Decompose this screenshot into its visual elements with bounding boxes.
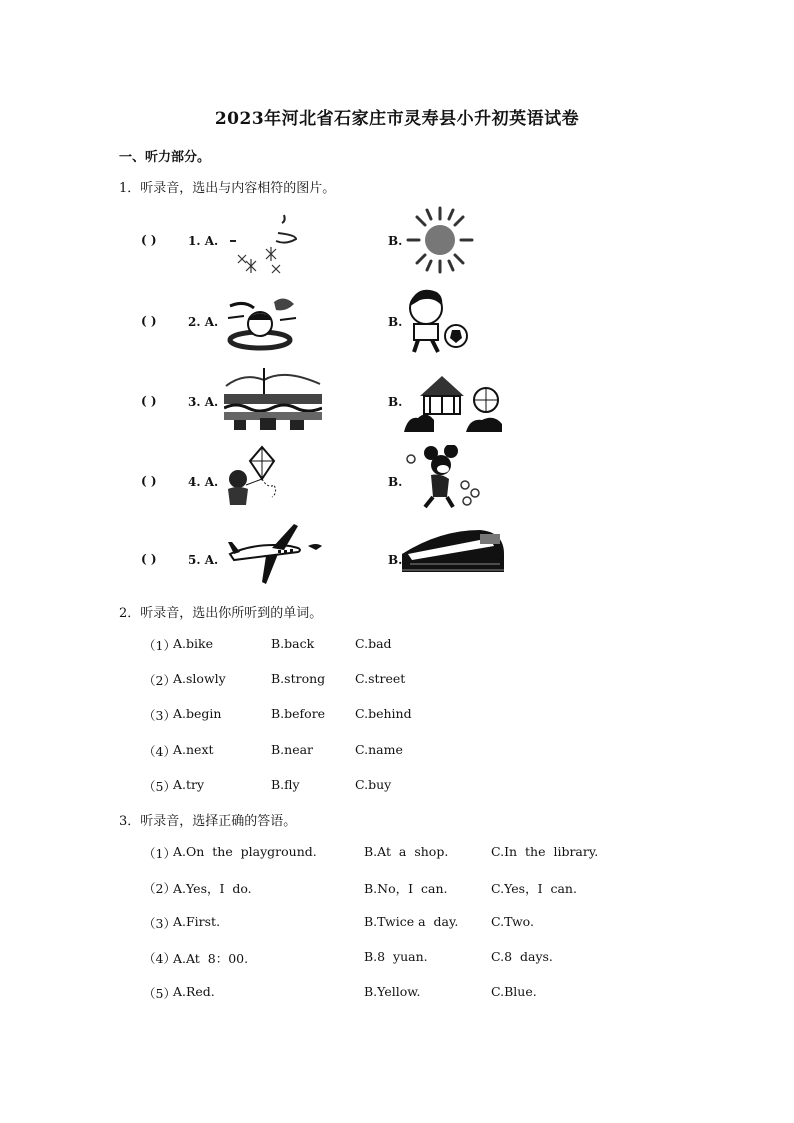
option-c[interactable]: C.In the library. (491, 844, 599, 859)
mickey-mouse-icon (403, 445, 487, 513)
item-number: 3. A. (188, 395, 219, 409)
football-boy-icon (400, 286, 470, 354)
option-a[interactable]: A.begin (173, 706, 222, 721)
option-b[interactable]: B.near (271, 742, 314, 757)
option-a[interactable]: A.First. (173, 914, 221, 929)
word-choice-row (0, 706, 794, 726)
option-a[interactable]: A.try (173, 777, 205, 792)
question-3-heading: 3．听录音，选择正确的答语。 (119, 814, 297, 829)
picture-question-row (0, 286, 794, 356)
answer-blank[interactable]: ( ) (141, 233, 157, 247)
answer-choice-row (0, 949, 794, 969)
option-a[interactable]: A.next (173, 742, 214, 757)
picture-question-row (0, 366, 794, 436)
train-icon (400, 524, 506, 578)
answer-choice-row (0, 984, 794, 1004)
option-c[interactable]: C.street (355, 671, 406, 686)
option-b[interactable]: B.At a shop. (364, 844, 449, 859)
item-number: （1） (143, 846, 176, 861)
item-number: 1. A. (188, 234, 219, 248)
option-c[interactable]: C.behind (355, 706, 412, 721)
option-c[interactable]: C.name (355, 742, 403, 757)
option-b[interactable]: B.Twice a day. (364, 914, 459, 929)
option-c[interactable]: C.bad (355, 636, 392, 651)
option-c[interactable]: C.Two. (491, 914, 534, 929)
option-a[interactable]: A.slowly (173, 671, 226, 686)
question-1-heading: 1．听录音，选出与内容相符的图片。 (119, 181, 336, 196)
option-c[interactable]: C.Yes，I can. (491, 881, 577, 896)
item-number: （5） (143, 986, 176, 1001)
option-b-label: B. (388, 315, 403, 329)
option-b-label: B. (388, 475, 403, 489)
option-b[interactable]: B.strong (271, 671, 326, 686)
item-number: （5） (143, 779, 176, 794)
item-number: （3） (143, 708, 176, 723)
option-b[interactable]: B.8 yuan. (364, 949, 428, 964)
picture-question-row (0, 524, 794, 594)
option-a[interactable]: A.On the playground. (173, 844, 317, 859)
answer-choice-row (0, 844, 794, 864)
word-choice-row (0, 777, 794, 797)
option-c[interactable]: C.buy (355, 777, 392, 792)
answer-choice-row (0, 914, 794, 934)
option-c[interactable]: C.Blue. (491, 984, 537, 999)
option-a[interactable]: A.Red. (173, 984, 215, 999)
answer-choice-row (0, 879, 794, 899)
option-b[interactable]: B.before (271, 706, 326, 721)
picture-question-row (0, 445, 794, 515)
picture-question-row (0, 205, 794, 275)
swimming-boy-icon (224, 290, 300, 354)
word-choice-row (0, 636, 794, 656)
option-b-label: B. (388, 395, 403, 409)
amusement-park-icon (404, 372, 504, 432)
option-a[interactable]: A.At 8：00. (173, 951, 249, 966)
option-b-label: B. (388, 553, 403, 567)
sun-icon (405, 205, 475, 275)
item-number: （3） (143, 916, 176, 931)
section-heading-listening: 一、听力部分。 (119, 150, 211, 165)
item-number: （1） (143, 638, 176, 653)
kite-flying-icon (222, 445, 282, 507)
answer-blank[interactable]: ( ) (141, 314, 157, 328)
answer-blank[interactable]: ( ) (141, 552, 157, 566)
snow-weather-icon (226, 211, 300, 275)
option-b[interactable]: B.back (271, 636, 315, 651)
page-title: 2023年河北省石家庄市灵寿县小升初英语试卷 (214, 109, 580, 129)
option-a[interactable]: A.bike (173, 636, 213, 651)
word-choice-row (0, 671, 794, 691)
item-number: （4） (143, 951, 176, 966)
option-a[interactable]: A.Yes，I do. (173, 881, 252, 896)
airplane-icon (226, 524, 324, 586)
item-number: （4） (143, 744, 176, 759)
item-number: 5. A. (188, 553, 219, 567)
answer-blank[interactable]: ( ) (141, 394, 157, 408)
word-choice-row (0, 742, 794, 762)
item-number: 4. A. (188, 475, 219, 489)
option-b-label: B. (388, 234, 403, 248)
option-b[interactable]: B.fly (271, 777, 300, 792)
item-number: （2） (143, 673, 176, 688)
answer-blank[interactable]: ( ) (141, 474, 157, 488)
beach-scene-icon (224, 366, 322, 432)
option-b[interactable]: B.Yellow. (364, 984, 421, 999)
question-2-heading: 2．听录音，选出你所听到的单词。 (119, 606, 323, 621)
item-number: （2） (143, 881, 176, 896)
item-number: 2. A. (188, 315, 219, 329)
option-c[interactable]: C.8 days. (491, 949, 553, 964)
option-b[interactable]: B.No，I can. (364, 881, 448, 896)
